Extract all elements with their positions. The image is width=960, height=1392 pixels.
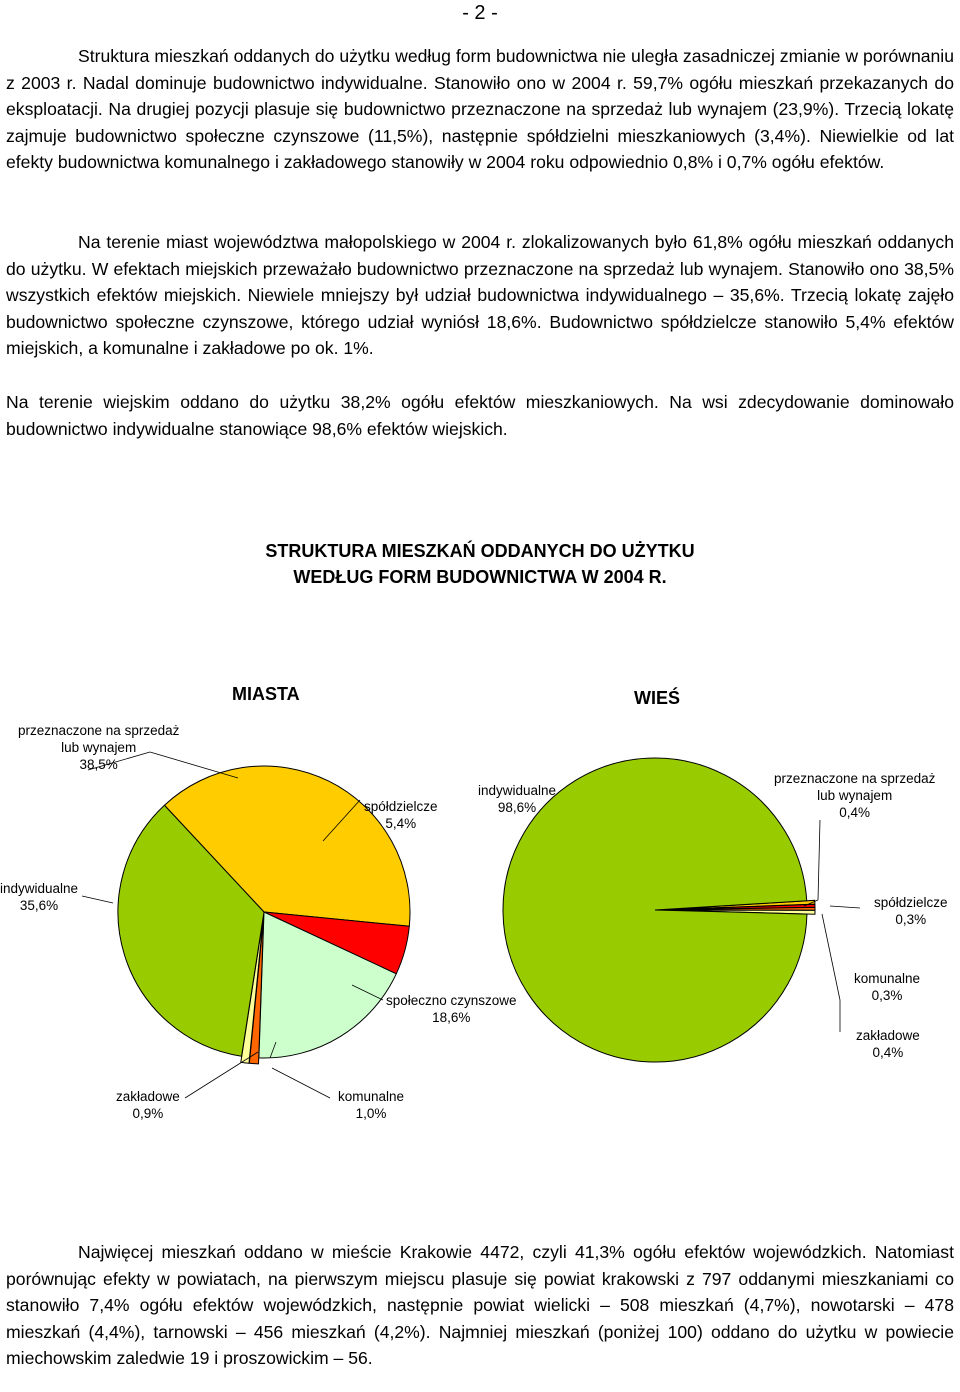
chart-title-line2: WEDŁUG FORM BUDOWNICTWA W 2004 R. — [293, 567, 667, 587]
leader-line-9 — [830, 906, 860, 908]
leader-line-3 — [82, 896, 113, 903]
page-number: - 2 - — [462, 2, 498, 24]
label-city-cooperative: spółdzielcze 5,4% — [364, 799, 438, 831]
label-city-company: zakładowe 0,9% — [116, 1089, 180, 1121]
label-rural-cooperative: spółdzielcze 0,3% — [874, 895, 948, 927]
paragraph-rural: Na terenie wiejskim oddano do użytku 38,2% ogółu efektów mieszkaniowych. Na wsi zdecydowanie dominowało budownictwo indywidualne stanowiące 98,6% efektów wiejskich. — [6, 392, 954, 439]
leader-line-8 — [818, 820, 820, 900]
label-rural-municipal: komunalne 0,3% — [854, 971, 921, 1003]
label-city-municipal: komunalne 1,0% — [338, 1089, 405, 1121]
leader-line-6 — [185, 1052, 258, 1098]
label-city-sale-rent: przeznaczone na sprzedaż lub wynajem 38,5% — [18, 723, 180, 772]
chart-title-line1: STRUKTURA MIESZKAŃ ODDANYCH DO UŻYTKU — [265, 541, 695, 561]
label-city-individual: indywidualne 35,6% — [0, 881, 79, 913]
pie-title-wies: WIEŚ — [634, 688, 681, 708]
paragraph-counties: Najwięcej mieszkań oddano w mieście Krakowie 4472, czyli 41,3% ogółu efektów wojewódzkich. Natomiast porównując efekty w powiatach, na pierwszym miejscu plasuje się powiat krakowski z 797 oddanymi mieszkaniami co stanowiło 7,4% ogółu efektów wojewódzkich, następnie powiat wielicki – 508 mieszkań (4,7%), nowotarski – 478 mieszkań (4,4%), tarnowski – 456 mieszkań (4,2%). Najmniej mieszkań (poniżej 100) oddano do użytku w powiecie miechowskim zaledwie 19 i proszowickim – 56. — [6, 1242, 954, 1369]
label-rural-individual: indywidualne 98,6% — [478, 783, 557, 815]
leader-line-10 — [822, 914, 840, 1000]
label-rural-company: zakładowe 0,4% — [856, 1028, 920, 1060]
label-rural-sale-rent: przeznaczone na sprzedaż lub wynajem 0,4% — [774, 771, 936, 820]
leader-line-7 — [272, 1068, 330, 1098]
paragraph-structure: Struktura mieszkań oddanych do użytku według form budownictwa nie uległa zasadniczej zmianie w porównaniu z 2003 r. Nadal dominuje budownictwo indywidualne. Stanowiło ono w 2004 r. 59,7% ogółu mieszkań przekazanych do eksploatacji. Na drugiej pozycji plasuje się budownictwo przeznaczone na sprzedaż lub wynajem (23,9%). Trzecią lokatę zajmuje budownictwo społeczne czynszowe (11,5%), następnie spółdzielni mieszkaniowych (3,4%). Niewielkie od lat efekty budownictwa komunalnego i zakładowego stanowiły w 2004 roku odpowiednio 0,8% i 0,7% ogółu efektów. — [6, 46, 954, 173]
pie-title-miasta: MIASTA — [232, 684, 300, 704]
label-city-social-rent: społeczno czynszowe 18,6% — [386, 993, 517, 1025]
paragraph-cities: Na terenie miast województwa małopolskiego w 2004 r. zlokalizowanych było 61,8% ogółu mieszkań oddanych do użytku. W efektach miejskich przeważało budownictwo przeznaczone na sprzedaż lub wynajem. Stanowiło ono 38,5% wszystkich efektów miejskich. Niewiele mniejszy był udział budownictwa indywidualnego – 35,6%. Trzecią lokatę zajęło budownictwo społeczne czynszowe, którego udział wyniósł 18,6%. Budownictwo spółdzielcze stanowiło 5,4% efektów miejskich, a komunalne i zakładowe po ok. 1%. — [6, 232, 954, 359]
